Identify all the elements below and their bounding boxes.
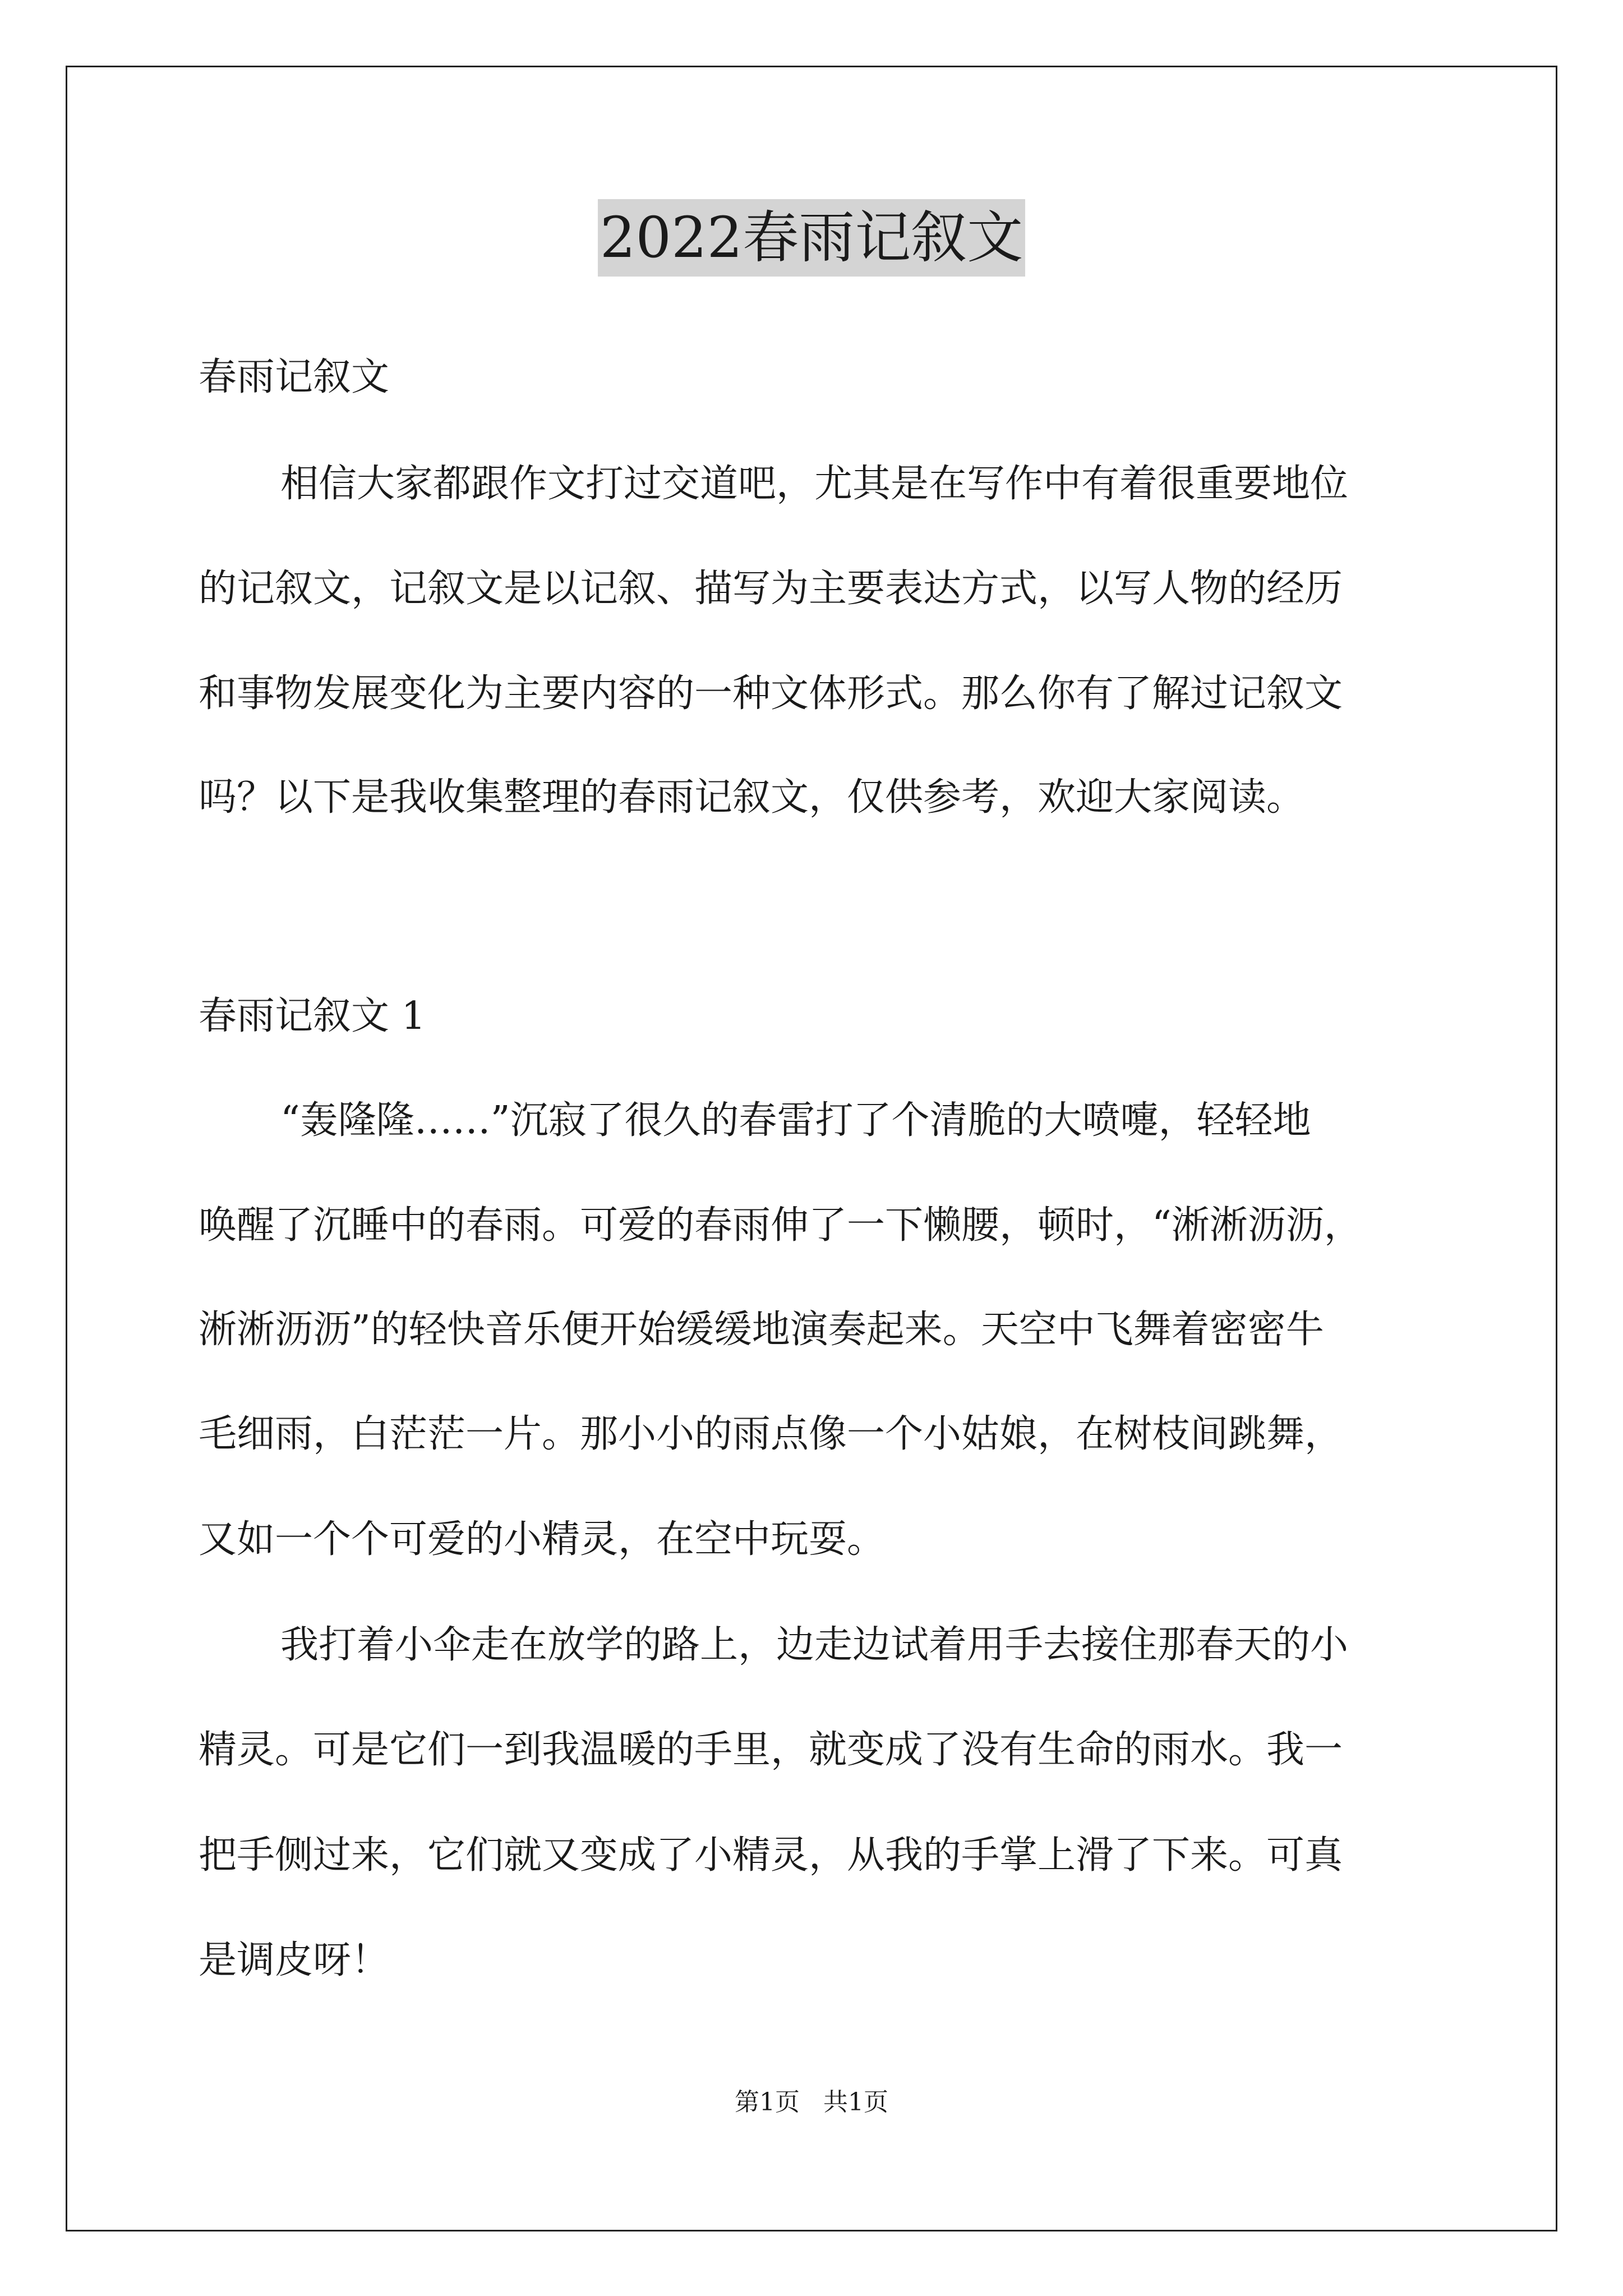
intro-line-4: 吗？以下是我收集整理的春雨记叙文，仅供参考，欢迎大家阅读。	[199, 775, 1305, 820]
intro-line-2: 的记叙文，记叙文是以记叙、描写为主要表达方式，以写人物的经历	[199, 567, 1343, 611]
page-footer: 第1页 共1页	[735, 2088, 888, 2116]
title-container	[0, 199, 1623, 277]
paragraph2-line-1: 我打着小伞走在放学的路上，边走边试着用手去接住那春天的小	[280, 1623, 1349, 1667]
paragraph1-line-4: 毛细雨，白茫茫一片。那小小的雨点像一个小姑娘，在树枝间跳舞，	[199, 1412, 1343, 1456]
paragraph2-line-3: 把手侧过来，它们就又变成了小精灵，从我的手掌上滑了下来。可真	[199, 1833, 1343, 1878]
paragraph1-line-5: 又如一个个可爱的小精灵，在空中玩耍。	[199, 1517, 886, 1562]
paragraph2-line-2: 精灵。可是它们一到我温暖的手里，就变成了没有生命的雨水。我一	[199, 1728, 1343, 1772]
intro-line-3: 和事物发展变化为主要内容的一种文体形式。那么你有了解过记叙文	[199, 671, 1343, 716]
paragraph1-line-3: 淅淅沥沥”的轻快音乐便开始缓缓地演奏起来。天空中飞舞着密密牛	[199, 1308, 1324, 1352]
intro-line-1: 相信大家都跟作文打过交道吧，尤其是在写作中有着很重要地位	[280, 462, 1349, 506]
section-heading: 春雨记叙文 1	[199, 994, 426, 1038]
document-title: 2022春雨记叙文	[598, 199, 1026, 277]
paragraph1-line-1: “轰隆隆……”沉寂了很久的春雷打了个清脆的大喷嚏，轻轻地	[280, 1098, 1311, 1143]
subtitle: 春雨记叙文	[199, 355, 390, 399]
paragraph1-line-2: 唤醒了沉睡中的春雨。可爱的春雨伸了一下懒腰，顿时，“淅淅沥沥，	[199, 1203, 1362, 1248]
paragraph2-line-4: 是调皮呀！	[199, 1938, 390, 1982]
